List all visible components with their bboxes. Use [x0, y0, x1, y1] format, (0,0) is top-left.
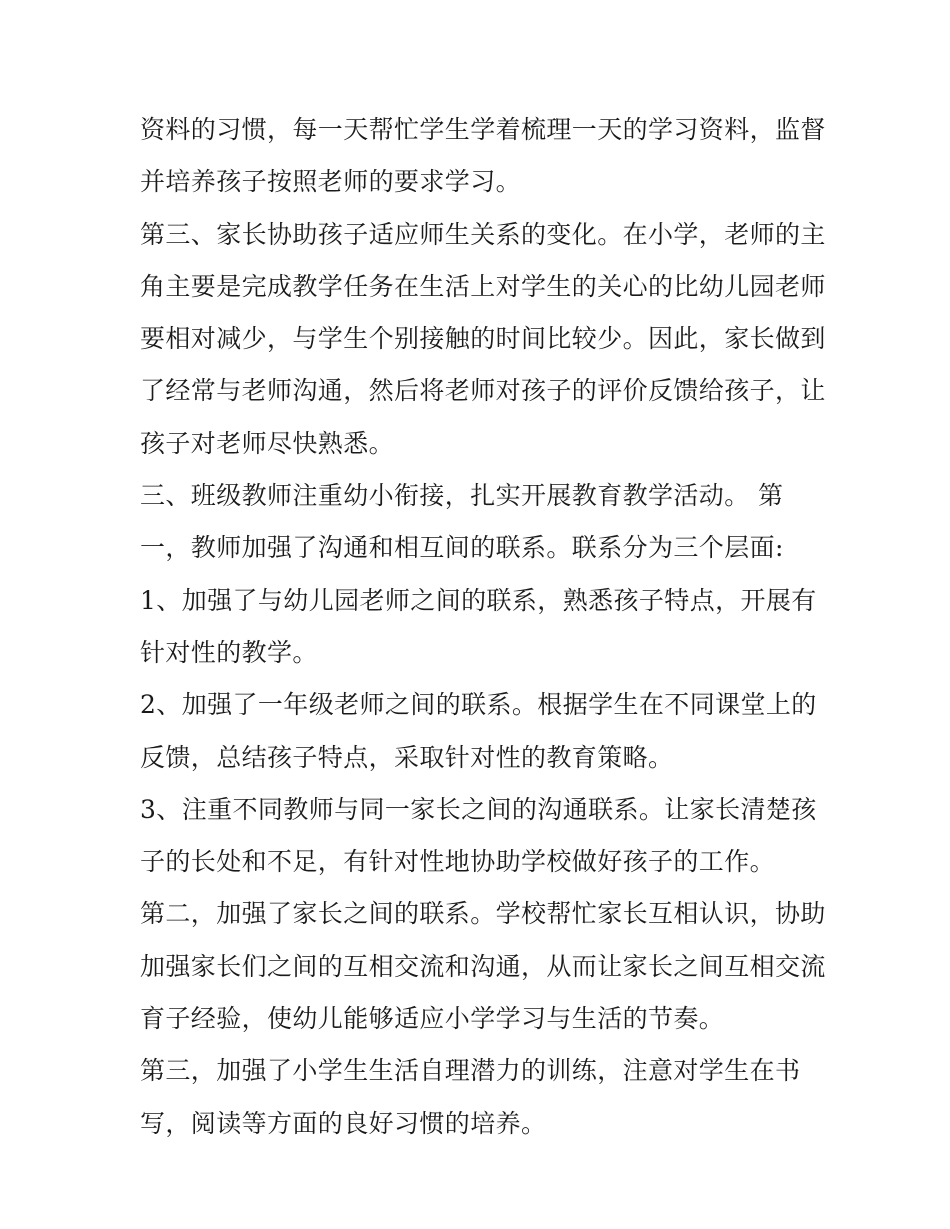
- text-line: 一，教师加强了沟通和相互间的联系。联系分为三个层面:: [140, 533, 784, 563]
- text-line: 第二，加强了家长之间的联系。学校帮忙家长互相认识，协助: [140, 899, 826, 929]
- text-line: 资料的习惯，每一天帮忙学生学着梳理一天的学习资料，监督: [140, 115, 826, 144]
- text-line: 第三，加强了小学生生活自理潜力的训练，注意对学生在书: [140, 1056, 801, 1086]
- text-line: 第三、家长协助孩子适应师生关系的变化。在小学，老师的主: [140, 219, 826, 249]
- text-line: 角主要是完成教学任务在生活上对学生的关心的比幼儿园老师: [140, 271, 826, 301]
- text-line: 三、班级教师注重幼小衔接，扎实开展教育教学活动。 第: [140, 481, 784, 511]
- document-body: [140, 104, 826, 1150]
- text-line: 要相对减少，与学生个别接触的时间比较少。因此，家长做到: [140, 324, 826, 354]
- text-line: 2、加强了一年级老师之间的联系。根据学生在不同课堂上的: [140, 690, 817, 720]
- text-line: 1、加强了与幼儿园老师之间的联系，熟悉孩子特点，开展有: [140, 585, 817, 615]
- text-line: 写，阅读等方面的良好习惯的培养。: [140, 1108, 547, 1138]
- text-line: 加强家长们之间的互相交流和沟通，从而让家长之间互相交流: [140, 951, 826, 981]
- text-line: 3、注重不同教师与同一家长之间的沟通联系。让家长清楚孩: [140, 794, 817, 824]
- text-line: 针对性的教学。: [140, 637, 318, 667]
- text-line: 了经常与老师沟通，然后将老师对孩子的评价反馈给孩子，让: [140, 376, 826, 406]
- text-line: 反馈，总结孩子特点，采取针对性的教育策略。: [140, 742, 674, 772]
- text-line: 孩子对老师尽快熟悉。: [140, 428, 395, 458]
- text-line: 子的长处和不足，有针对性地协助学校做好孩子的工作。: [140, 847, 776, 877]
- text-line: 并培养孩子按照老师的要求学习。: [140, 167, 522, 197]
- text-line: 育子经验，使幼儿能够适应小学学习与生活的节奏。: [140, 1004, 725, 1034]
